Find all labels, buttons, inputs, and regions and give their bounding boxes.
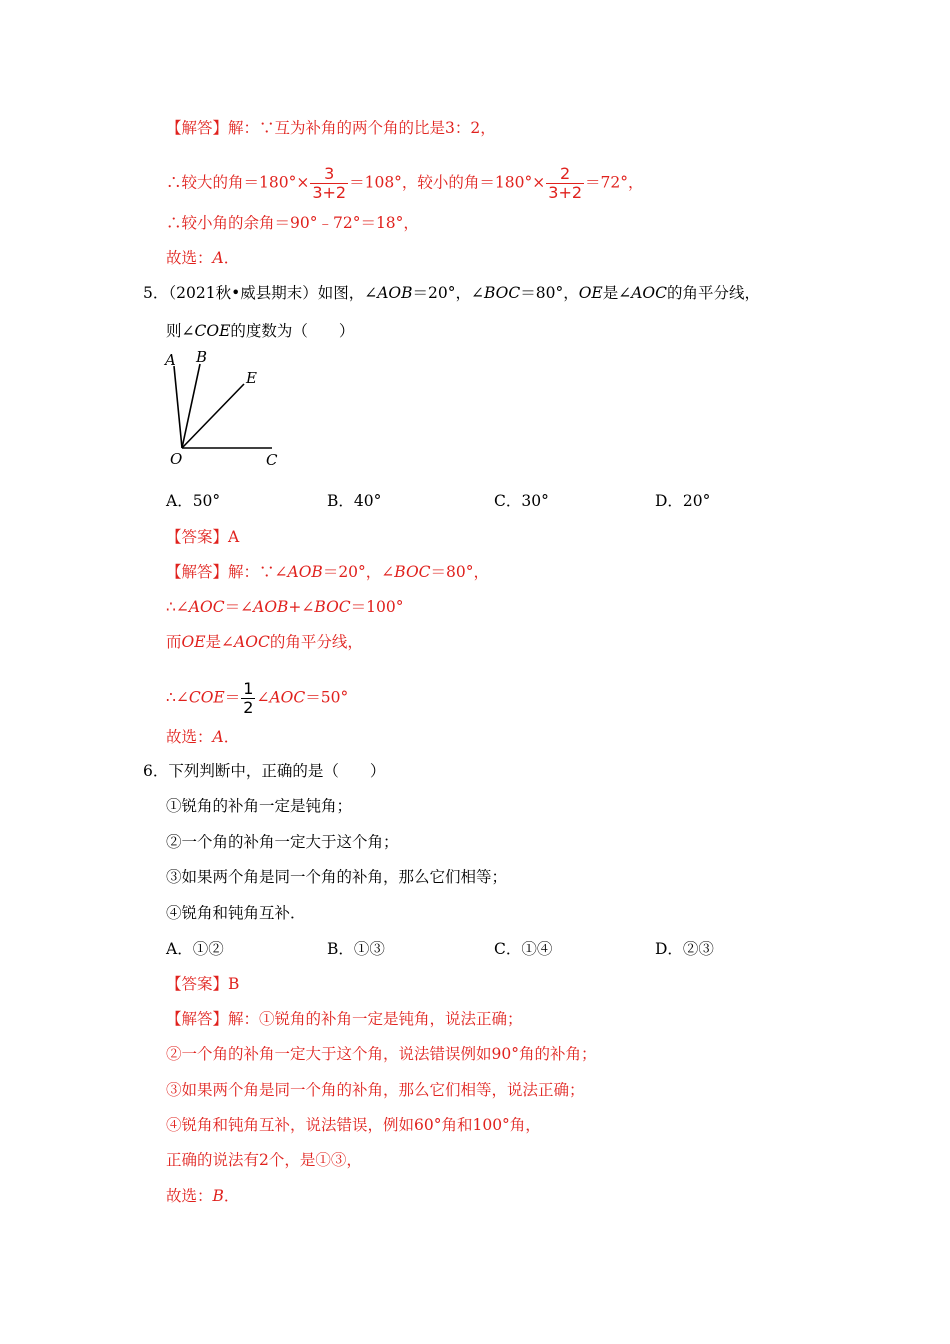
label-b: B [196, 348, 208, 366]
q5-solution-line2: ∴∠AOC＝∠AOB+∠BOC＝100° [166, 598, 404, 616]
q4-solution-line3: ∴较小角的余角＝90°﹣72°＝18°， [166, 214, 419, 232]
q5-option-a: A．50° [166, 492, 221, 510]
q5-option-b: B．40° [327, 492, 382, 510]
q5-choose: 故选：A． [166, 728, 240, 746]
ray-oe [182, 384, 244, 448]
q6-statement-1: ①锐角的补角一定是钝角； [166, 797, 353, 815]
q6-choose: 故选：B． [166, 1187, 240, 1205]
label-c: C [266, 451, 278, 469]
q6-option-b: B．①③ [327, 940, 385, 958]
q6-solution-line3: ③如果两个角是同一个角的补角，那么它们相等，说法正确； [166, 1081, 585, 1099]
q5-number: 5． [143, 284, 169, 302]
q5-solution-line3: 而OE是∠AOC的角平分线， [166, 633, 363, 651]
q6-answer: 【答案】B [166, 975, 240, 993]
q4-fraction-3-over-5: $\frac{3}{3+2}$ [312, 164, 347, 202]
q5-stem: 5．（2021秋•威县期末）如图，∠AOB＝20°，∠BOC＝80°，OE是∠AOC的角平分线， [143, 284, 761, 302]
q4-solution-line1 [166, 118, 496, 138]
q4-fraction-2-over-5: $\frac{2}{3+2}$ [548, 164, 583, 202]
q5-fraction-one-half: $\frac{1}{2}$ [243, 679, 254, 717]
q6-solution-line5: 正确的说法有2个，是①③， [166, 1151, 362, 1169]
label-o: O [170, 450, 183, 468]
q6-solution-line4: ④锐角和钝角互补，说法错误，例如60°角和100°角， [166, 1116, 541, 1134]
q6-option-d: D．②③ [655, 940, 714, 958]
q6-solution-line1: 【解答】解：①锐角的补角一定是钝角，说法正确； [166, 1010, 523, 1028]
q5-angle-figure [160, 348, 290, 473]
q4-choose: 故选：A． [166, 249, 240, 267]
q6-option-a: A．①② [166, 940, 224, 958]
q5-option-d: D．20° [655, 492, 711, 510]
ray-ob [182, 364, 200, 448]
q5-solution-line1: 【解答】解：∵∠AOB＝20°，∠BOC＝80°， [166, 563, 490, 581]
q6-statement-2: ②一个角的补角一定大于这个角； [166, 833, 399, 851]
label-a: A [165, 351, 176, 369]
q6-solution-line2: ②一个角的补角一定大于这个角，说法错误例如90°角的补角； [166, 1045, 597, 1063]
q6-statement-3: ③如果两个角是同一个角的补角，那么它们相等； [166, 868, 508, 886]
q6-stem: 6．下列判断中，正确的是（ ） [143, 762, 386, 780]
q5-option-c: C．30° [494, 492, 549, 510]
q5-stem-line2: 则∠COE的度数为（ ） [166, 322, 355, 340]
q4-jieda-text: 解：∵互为补角的两个角的比是3：2， [228, 119, 496, 137]
q5-answer: 【答案】A [166, 528, 240, 546]
q6-statement-4: ④锐角和钝角互补． [166, 904, 306, 922]
q5-solution-line4: ∴∠COE＝ $\frac{1}{2}$ ∠AOC＝50° [166, 679, 349, 717]
q4-jieda-label: 【解答】 [166, 119, 229, 137]
q6-option-c: C．①④ [494, 940, 553, 958]
ray-oa [174, 366, 182, 448]
q4-solution-line2: ∴较大的角＝180°× $\frac{3}{3+2}$ ＝108°，较小的角＝180°× $\frac{2}{3+2}$ ＝72°， [166, 164, 644, 202]
label-e: E [246, 369, 257, 387]
q6-number: 6． [143, 762, 169, 780]
